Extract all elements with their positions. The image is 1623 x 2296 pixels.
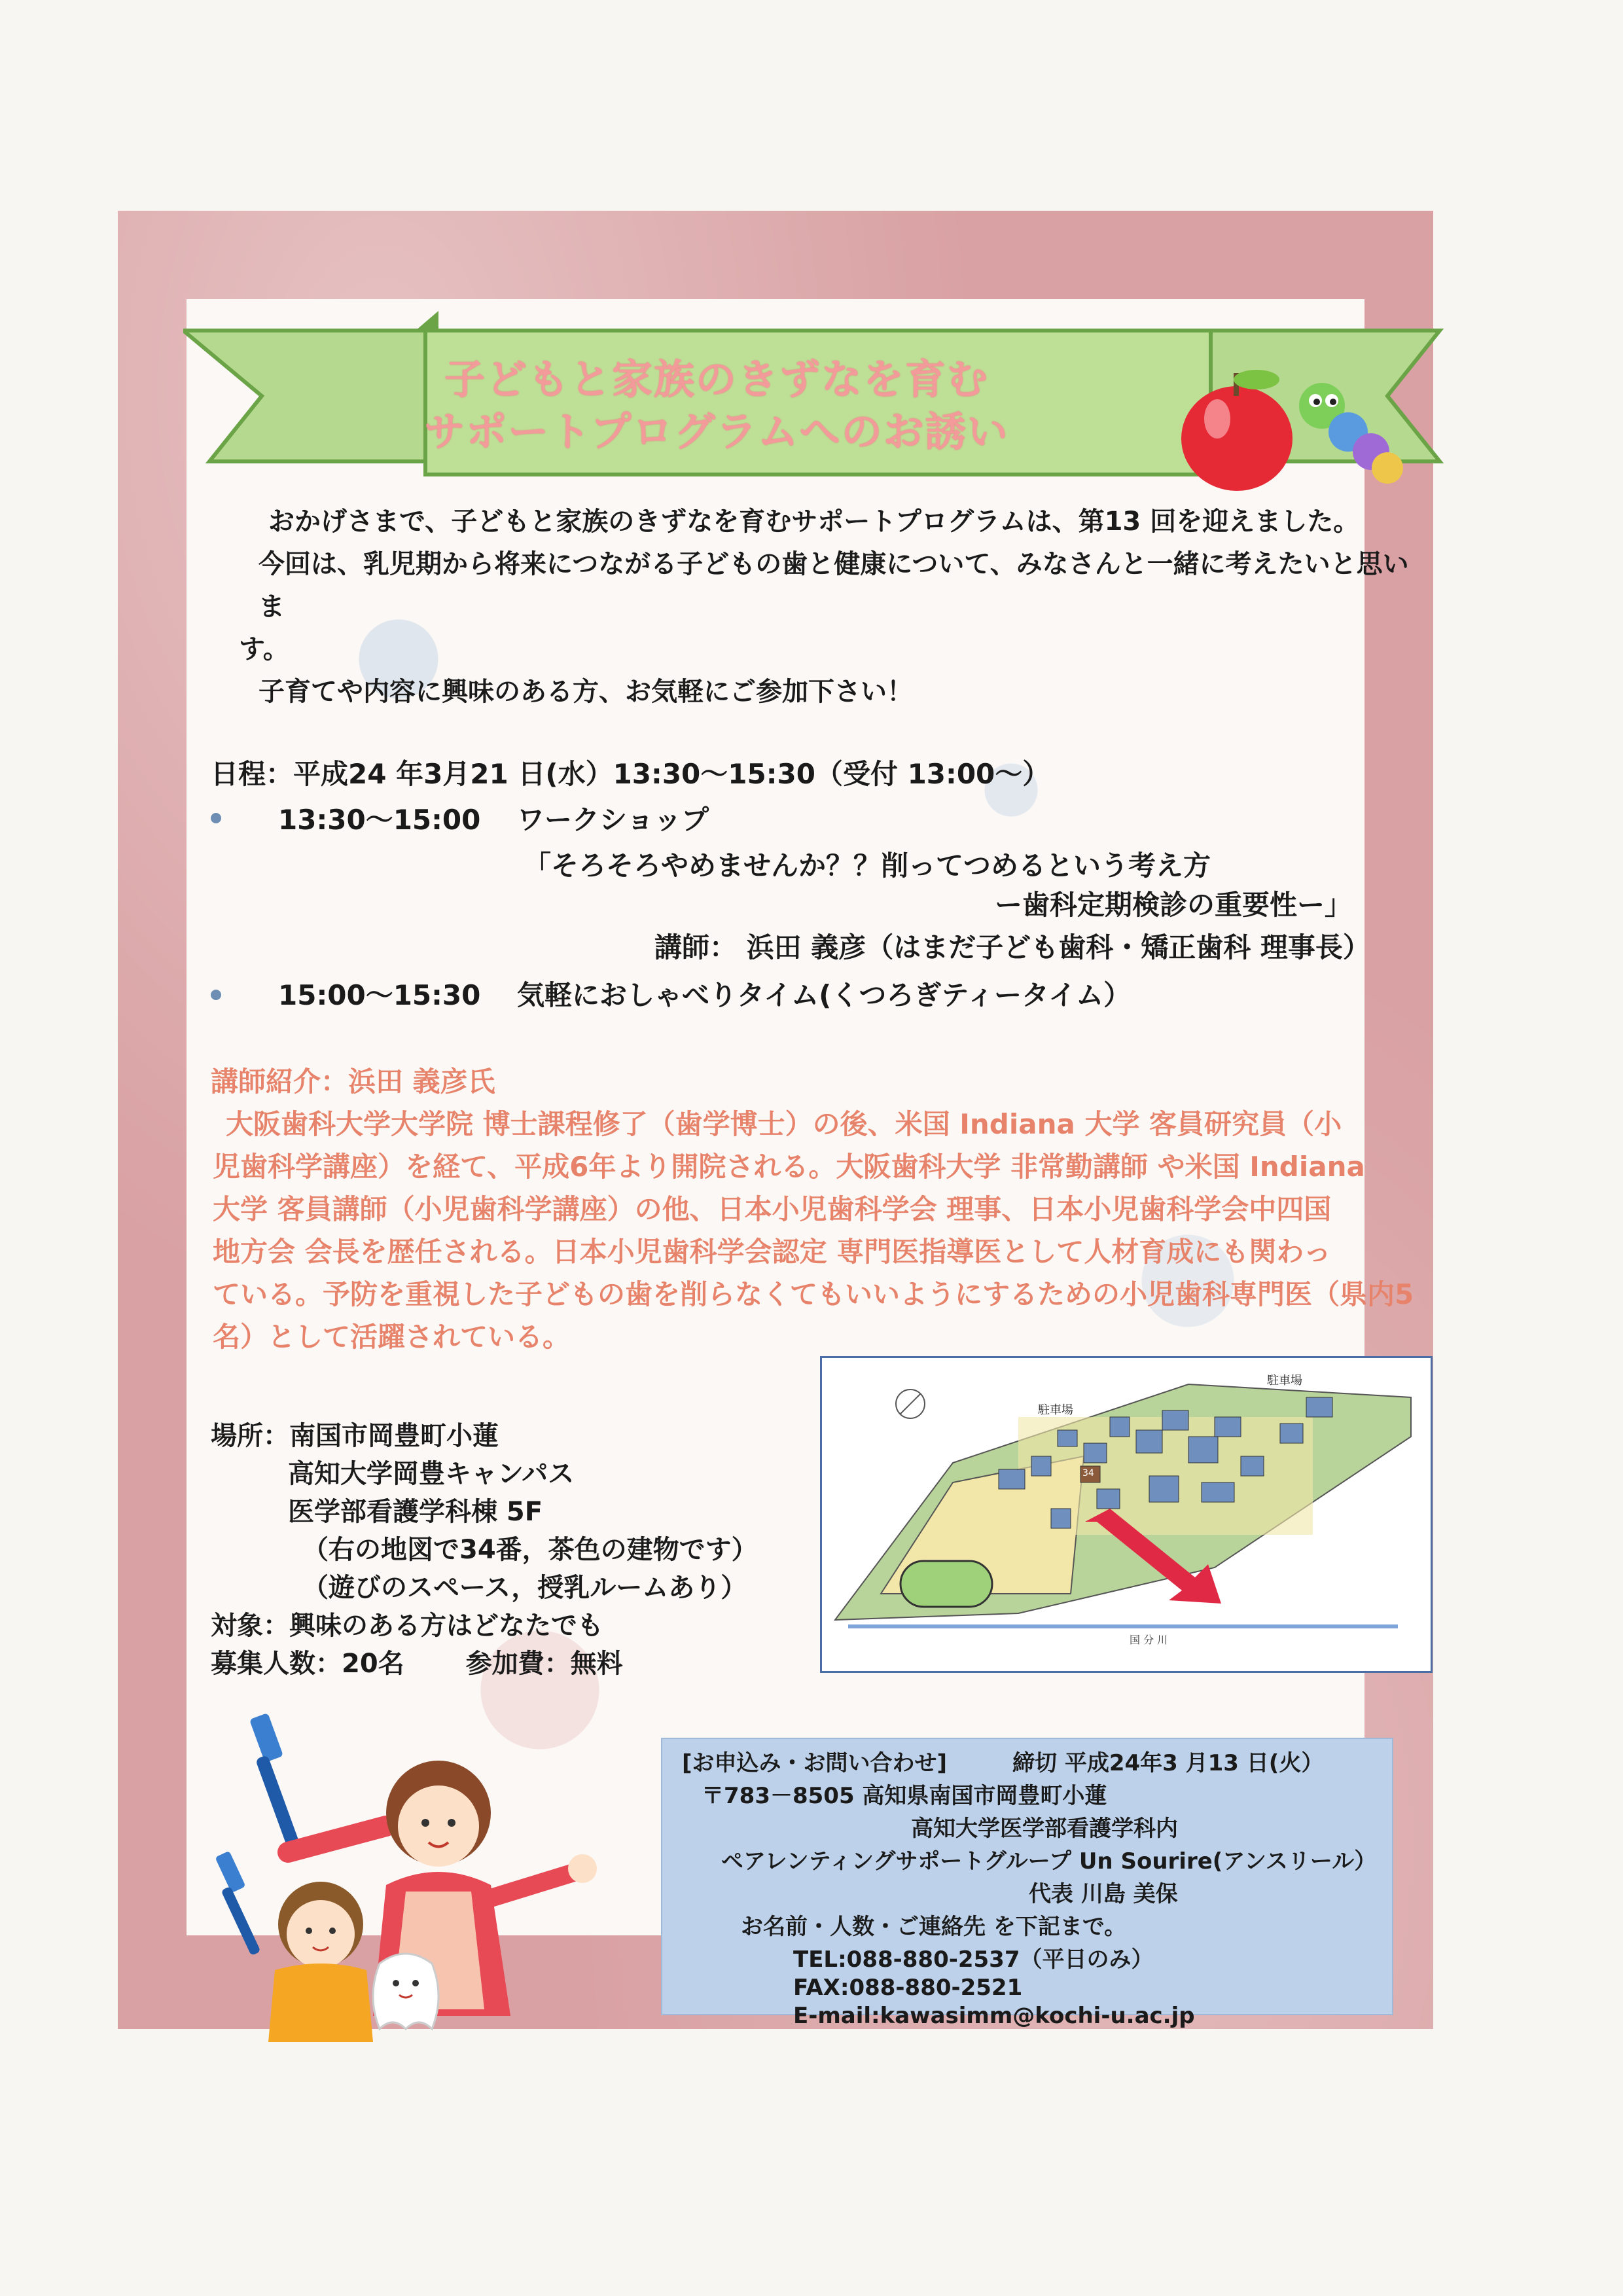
schedule-heading [211, 753, 1050, 792]
intro-paragraph-1: おかげさまで、子どもと家族のきずなを育むサポートプログラムは、第13 回を迎えました。 [268, 507, 1360, 537]
contact-fax: FAX:088-880-2521 [793, 1975, 1023, 2001]
bio-line: 大学 客員講師（小児歯科学講座）の他、日本小児歯科学会 理事、日本小児歯科学会中四国 [213, 1193, 1332, 1225]
campus-map [820, 1356, 1433, 1673]
schedule-date: 平成24 年3月21 日(水）13:30～15:30（受付 13:00～） [293, 758, 1050, 790]
bio-line: ている。予防を重視した子どもの歯を削らなくてもいいようにするための小児歯科専門医（県内5 [213, 1278, 1414, 1310]
contact-address-1: 〒783－8505 高知県南国市岡豊町小蓮 [702, 1783, 1107, 1809]
bio-line: 大阪歯科大学大学院 博士課程修了（歯学博士）の後、米国 Indiana 大学 客員研究員（小 [226, 1108, 1342, 1140]
schedule-item1-title: ワークショップ [517, 804, 709, 836]
target-audience: 対象：興味のある方はどなたでも [211, 1611, 603, 1641]
capacity: 募集人数：20名 [211, 1649, 404, 1679]
map-parking-label: 駐車場 [1267, 1374, 1302, 1388]
intro-paragraph-3: 子育てや内容に興味のある方、お気軽にご参加下さい！ [259, 677, 913, 707]
bio-heading: 講師紹介：浜田 義彦氏 [211, 1066, 495, 1098]
map-building-34: 34 [1082, 1468, 1094, 1479]
banner-title [340, 353, 1093, 458]
place-campus: 高知大学岡豊キャンパス [288, 1459, 575, 1489]
campus-map-drawing [822, 1358, 1431, 1671]
intro-paragraph-2-cont: す。 [239, 634, 289, 664]
contact-note: お名前・人数・ご連絡先 を下記まで。 [741, 1914, 1127, 1940]
contact-representative: 代表 川島 美保 [1029, 1881, 1178, 1907]
contact-deadline: 締切 平成24年3 月13 日(火） [1012, 1750, 1324, 1776]
place-label: 場所：南国市岡豊町小蓮 [211, 1421, 499, 1451]
bio-line: 名）として活躍されている。 [213, 1321, 571, 1353]
capacity-fee-row [211, 1645, 758, 1683]
contact-email[interactable]: E-mail:kawasimm@kochi-u.ac.jp [793, 2003, 1195, 2029]
map-parking-label: 駐車場 [1038, 1403, 1073, 1417]
place-building: 医学部看護学科棟 5F [288, 1497, 543, 1527]
bio-line: 児歯科学講座）を経て、平成6年より開院される。大阪歯科大学 非常勤講師 や米国 Indiana [213, 1151, 1365, 1183]
family-toothbrush-illustration [209, 1702, 628, 2042]
contact-tel[interactable]: TEL:088-880-2537（平日のみ） [793, 1946, 1154, 1973]
schedule-item2-title: 気軽におしゃべりタイム(くつろぎティータイム） [517, 979, 1132, 1011]
bullet-icon [211, 990, 221, 1000]
banner-title-line2: サポートプログラムへのお誘い [424, 408, 1009, 456]
map-river-label: 国 分 川 [1130, 1634, 1168, 1646]
contact-group: ペアレンティングサポートグループ Un Sourire(アンスリール） [721, 1848, 1377, 1874]
bio-text [213, 1103, 1423, 1358]
place-map-note: （右の地図で34番，茶色の建物です） [302, 1535, 758, 1565]
apple-caterpillar-illustration [1178, 353, 1414, 504]
fee: 参加費：無料 [465, 1649, 623, 1679]
schedule-label: 日程： [211, 758, 294, 790]
contact-heading: [お申込み・お問い合わせ] [682, 1750, 948, 1776]
place-facility-note: （遊びのスペース，授乳ルームあり） [302, 1573, 747, 1603]
bullet-icon [211, 813, 221, 823]
bio-line: 地方会 会長を歴任される。日本小児歯科学会認定 専門医指導医として人材育成にも関わっ [213, 1236, 1331, 1268]
intro-paragraph-2: 今回は、乳児期から将来につながる子どもの歯と健康について、みなさんと一緒に考えたいと思いま [259, 549, 1409, 622]
contact-box [661, 1738, 1393, 2029]
banner-title-line1: 子どもと家族のきずなを育む [444, 355, 989, 403]
schedule-item1-sub1: 「そろそろやめませんか？？削ってつめるという考え方 [524, 850, 1211, 882]
place-info [211, 1417, 758, 1683]
intro-text [239, 501, 1433, 713]
schedule-item1-sub2: ー歯科定期検診の重要性ー」 [995, 889, 1353, 921]
contact-address-2: 高知大学医学部看護学科内 [911, 1816, 1178, 1842]
schedule-item1-lecturer: 講師： 浜田 義彦（はまだ子ども歯科・矯正歯科 理事長） [654, 931, 1370, 963]
schedule-item2-time: 15:00～15:30 [278, 979, 481, 1011]
schedule-item1-time: 13:30～15:00 [278, 804, 481, 836]
